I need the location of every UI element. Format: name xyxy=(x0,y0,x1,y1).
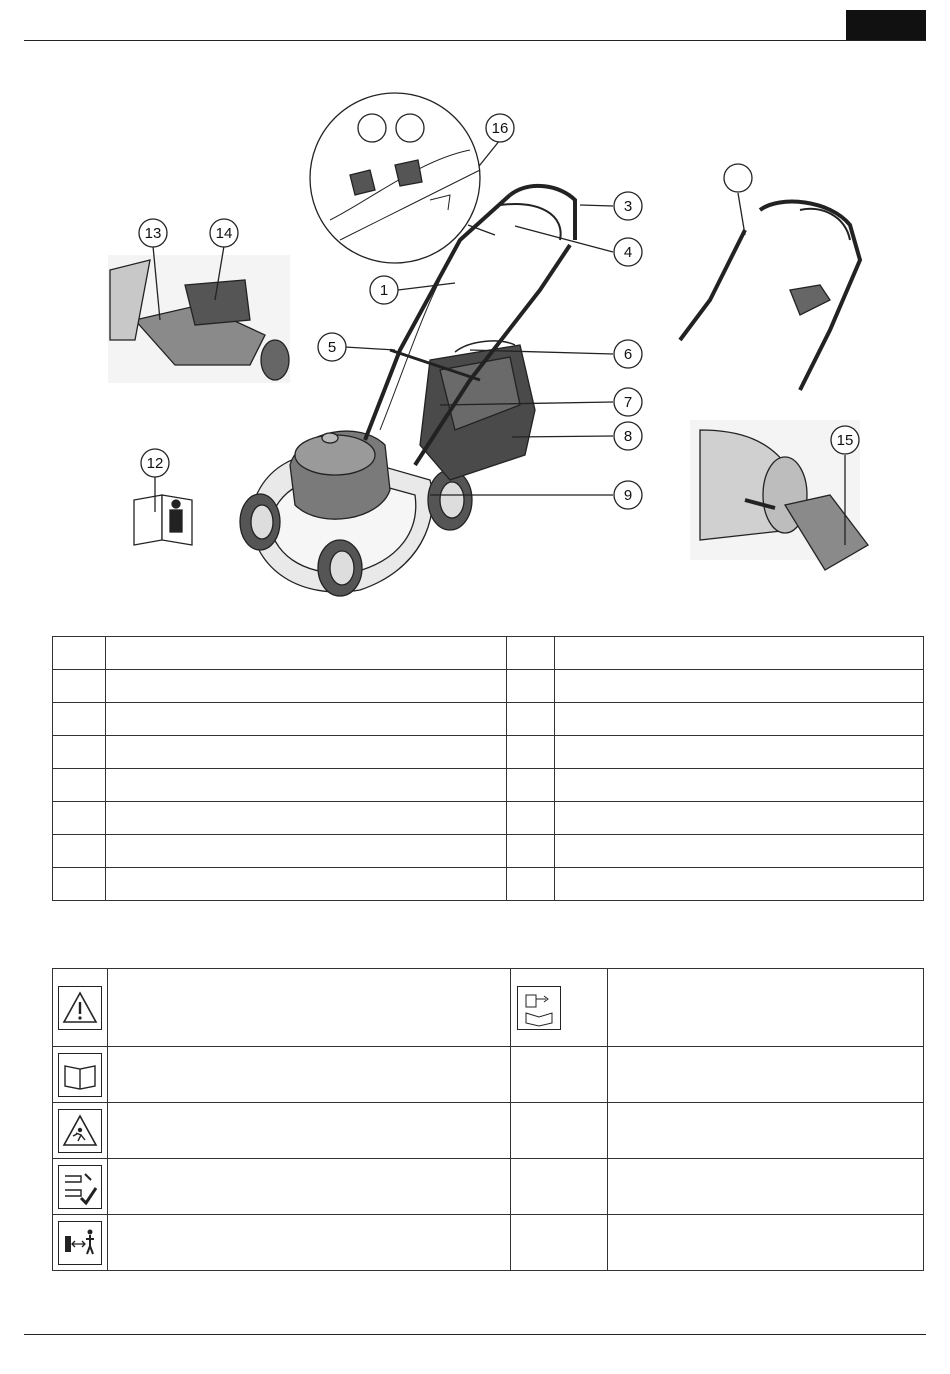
part-description-right xyxy=(555,769,924,802)
parts-row xyxy=(53,868,924,901)
symbol-text xyxy=(108,1183,510,1191)
callout-9: 9 xyxy=(623,487,633,504)
callout-1: 1 xyxy=(379,282,389,299)
callout-8: 8 xyxy=(623,428,633,445)
parts-row xyxy=(53,637,924,670)
part-number-right xyxy=(507,802,555,835)
part-description xyxy=(106,868,507,901)
part-number-right xyxy=(507,736,555,769)
symbol-text-right xyxy=(608,1004,923,1012)
symbol-text-right xyxy=(608,1183,923,1191)
manual-book-icon xyxy=(134,476,192,545)
part-description-right xyxy=(555,868,924,901)
read-manual-icon xyxy=(58,1053,102,1097)
parts-row xyxy=(53,736,924,769)
warning-triangle-icon xyxy=(58,986,102,1030)
detail-circle xyxy=(310,93,480,263)
symbol-text xyxy=(108,1071,510,1079)
part-number xyxy=(53,868,106,901)
remove-key-read-manual-icon xyxy=(517,986,561,1030)
part-number xyxy=(53,670,106,703)
callout-5: 5 xyxy=(327,339,337,356)
part-number xyxy=(53,736,106,769)
callout-12: 12 xyxy=(146,455,164,472)
part-description-right xyxy=(555,736,924,769)
part-description-right xyxy=(555,835,924,868)
part-number-right xyxy=(507,637,555,670)
callout-13: 13 xyxy=(144,225,162,242)
symbol-row xyxy=(53,1047,924,1103)
part-number-right xyxy=(507,835,555,868)
symbol-row xyxy=(53,1103,924,1159)
thrown-objects-hazard-icon xyxy=(58,1109,102,1153)
part-number xyxy=(53,637,106,670)
part-number xyxy=(53,703,106,736)
keep-distance-icon xyxy=(58,1221,102,1265)
callout-4: 4 xyxy=(623,244,633,261)
callout-16: 16 xyxy=(491,120,509,137)
part-number xyxy=(53,835,106,868)
part-description xyxy=(106,637,507,670)
lawnmower-illustration xyxy=(0,0,950,620)
symbol-text xyxy=(108,1004,510,1012)
part-description xyxy=(106,703,507,736)
symbols-table xyxy=(52,968,924,1271)
part-number-right xyxy=(507,769,555,802)
maintenance-check-icon xyxy=(58,1165,102,1209)
part-number-right xyxy=(507,670,555,703)
parts-row xyxy=(53,769,924,802)
symbol-text-right xyxy=(608,1127,923,1135)
callout-7: 7 xyxy=(623,394,633,411)
symbol-row xyxy=(53,1159,924,1215)
callout-14: 14 xyxy=(215,225,233,242)
parts-row xyxy=(53,670,924,703)
symbol-text-right xyxy=(608,1071,923,1079)
part-number xyxy=(53,802,106,835)
part-description xyxy=(106,670,507,703)
part-number xyxy=(53,769,106,802)
part-description-right xyxy=(555,637,924,670)
symbol-row xyxy=(53,969,924,1047)
footer-rule xyxy=(24,1334,926,1335)
symbol-row xyxy=(53,1215,924,1271)
parts-row xyxy=(53,835,924,868)
part-description xyxy=(106,769,507,802)
callout-15: 15 xyxy=(836,432,854,449)
symbol-text xyxy=(108,1239,510,1247)
parts-table xyxy=(52,636,924,901)
part-description-right xyxy=(555,802,924,835)
symbol-text xyxy=(108,1127,510,1135)
callout-3: 3 xyxy=(623,198,633,215)
symbol-text-right xyxy=(608,1239,923,1247)
parts-row xyxy=(53,703,924,736)
part-description xyxy=(106,802,507,835)
part-number-right xyxy=(507,868,555,901)
part-description xyxy=(106,835,507,868)
parts-row xyxy=(53,802,924,835)
callout-6: 6 xyxy=(623,346,633,363)
part-description-right xyxy=(555,703,924,736)
part-description-right xyxy=(555,670,924,703)
part-number-right xyxy=(507,703,555,736)
part-description xyxy=(106,736,507,769)
